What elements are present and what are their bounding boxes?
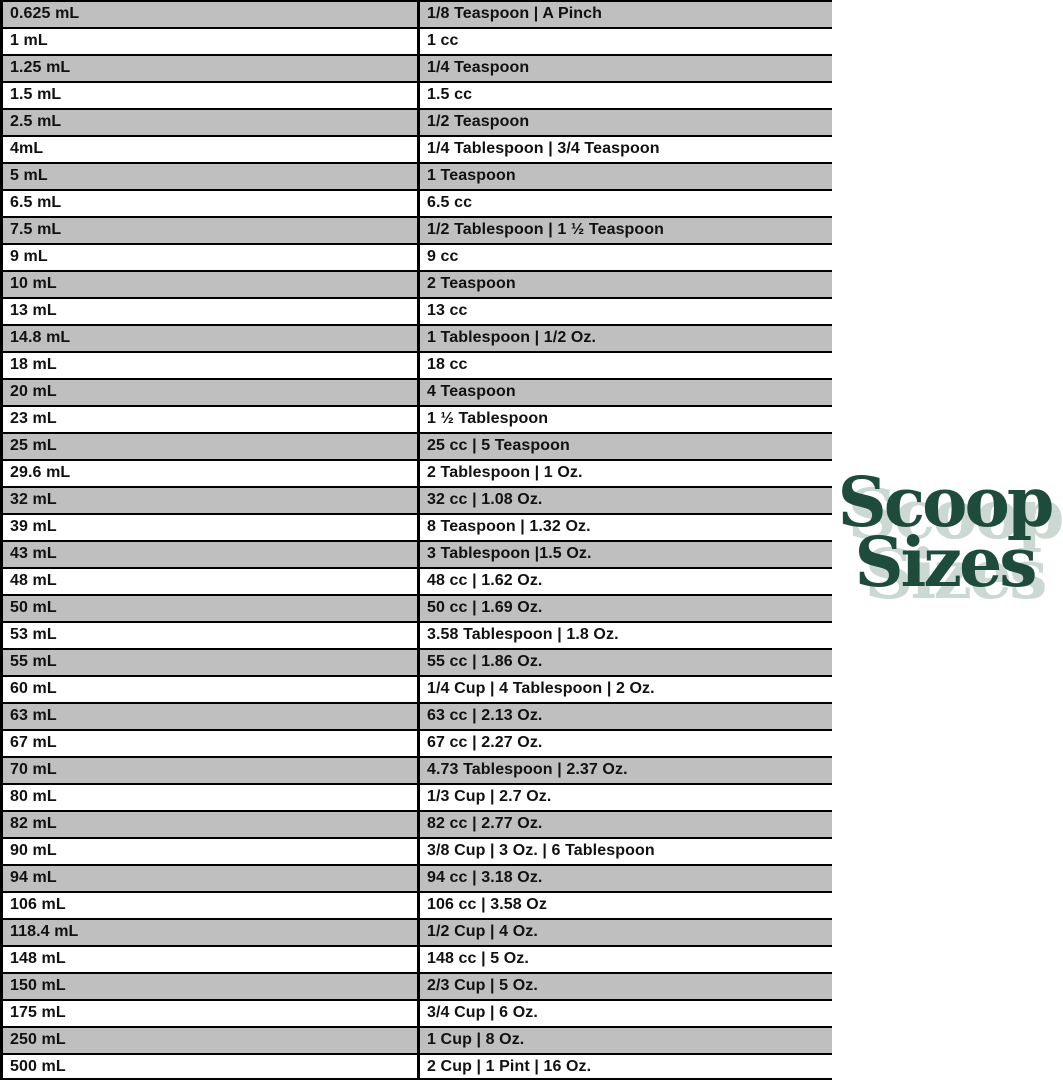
milliliter-cell: 60 mL	[3, 677, 420, 702]
table-row	[3, 353, 832, 380]
table-row	[3, 515, 832, 542]
equivalent-cell: 3.58 Tablespoon | 1.8 Oz.	[427, 626, 619, 643]
milliliter-cell: 80 mL	[3, 785, 420, 810]
equivalent-cell: 9 cc	[427, 248, 459, 265]
equivalent-cell: 148 cc | 5 Oz.	[427, 950, 529, 967]
table-row	[3, 893, 832, 920]
equivalent-cell: 8 Teaspoon | 1.32 Oz.	[427, 518, 591, 535]
logo-word-scoop: Scoop	[837, 463, 1052, 543]
table-row	[3, 677, 832, 704]
equivalent-cell: 13 cc	[427, 302, 468, 319]
table-row	[3, 218, 832, 245]
equivalent-cell: 2/3 Cup | 5 Oz.	[427, 977, 538, 994]
milliliter-cell: 148 mL	[3, 947, 420, 972]
table-row	[3, 326, 832, 353]
equivalent-cell: 1/4 Tablespoon | 3/4 Teaspoon	[427, 140, 660, 157]
equivalent-cell: 18 cc	[427, 356, 468, 373]
equivalent-cell: 4.73 Tablespoon | 2.37 Oz.	[427, 761, 628, 778]
milliliter-cell: 43 mL	[3, 542, 420, 567]
milliliter-cell: 39 mL	[3, 515, 420, 540]
table-row	[3, 2, 832, 29]
milliliter-cell: 20 mL	[3, 380, 420, 405]
table-row	[3, 380, 832, 407]
table-row	[3, 299, 832, 326]
milliliter-cell: 14.8 mL	[3, 326, 420, 351]
milliliter-cell: 32 mL	[3, 488, 420, 513]
equivalent-cell: 1 cc	[427, 32, 459, 49]
milliliter-cell: 1.25 mL	[3, 56, 420, 81]
equivalent-cell: 2 Teaspoon	[427, 275, 516, 292]
milliliter-cell: 500 mL	[3, 1055, 420, 1078]
table-row	[3, 1055, 832, 1080]
milliliter-cell: 9 mL	[3, 245, 420, 270]
equivalent-cell: 6.5 cc	[427, 194, 473, 211]
table-row	[3, 191, 832, 218]
milliliter-cell: 82 mL	[3, 812, 420, 837]
equivalent-cell: 63 cc | 2.13 Oz.	[427, 707, 543, 724]
milliliter-cell: 63 mL	[3, 704, 420, 729]
milliliter-cell: 118.4 mL	[3, 920, 420, 945]
table-row	[3, 488, 832, 515]
milliliter-cell: 25 mL	[3, 434, 420, 459]
equivalent-cell: 1/3 Cup | 2.7 Oz.	[427, 788, 552, 805]
equivalent-cell: 94 cc | 3.18 Oz.	[427, 869, 543, 886]
equivalent-cell: 2 Cup | 1 Pint | 16 Oz.	[427, 1058, 592, 1075]
milliliter-cell: 1.5 mL	[3, 83, 420, 108]
table-row	[3, 785, 832, 812]
table-row	[3, 839, 832, 866]
equivalent-cell: 1/4 Teaspoon	[427, 59, 530, 76]
equivalent-cell: 1 Cup | 8 Oz.	[427, 1031, 525, 1048]
equivalent-cell: 82 cc | 2.77 Oz.	[427, 815, 543, 832]
table-row	[3, 1028, 832, 1055]
milliliter-cell: 90 mL	[3, 839, 420, 864]
equivalent-cell: 32 cc | 1.08 Oz.	[427, 491, 543, 508]
milliliter-cell: 67 mL	[3, 731, 420, 756]
table-row	[3, 758, 832, 785]
table-row	[3, 461, 832, 488]
table-row	[3, 1001, 832, 1028]
table-row	[3, 542, 832, 569]
equivalent-cell: 55 cc | 1.86 Oz.	[427, 653, 543, 670]
table-row	[3, 434, 832, 461]
milliliter-cell: 1 mL	[3, 29, 420, 54]
table-row	[3, 866, 832, 893]
table-row	[3, 623, 832, 650]
equivalent-cell: 1 Teaspoon	[427, 167, 516, 184]
milliliter-cell: 175 mL	[3, 1001, 420, 1026]
milliliter-cell: 50 mL	[3, 596, 420, 621]
table-row	[3, 731, 832, 758]
equivalent-cell: 1/2 Cup | 4 Oz.	[427, 923, 538, 940]
equivalent-cell: 1 Tablespoon | 1/2 Oz.	[427, 329, 597, 346]
table-row	[3, 272, 832, 299]
equivalent-cell: 25 cc | 5 Teaspoon	[427, 437, 570, 454]
equivalent-cell: 67 cc | 2.27 Oz.	[427, 734, 543, 751]
table-row	[3, 650, 832, 677]
equivalent-cell: 3/8 Cup | 3 Oz. | 6 Tablespoon	[427, 842, 655, 859]
milliliter-cell: 55 mL	[3, 650, 420, 675]
table-row	[3, 596, 832, 623]
table-row	[3, 29, 832, 56]
table-row	[3, 110, 832, 137]
table-row	[3, 164, 832, 191]
milliliter-cell: 94 mL	[3, 866, 420, 891]
equivalent-cell: 1/2 Tablespoon | 1 ½ Teaspoon	[427, 221, 665, 238]
milliliter-cell: 5 mL	[3, 164, 420, 189]
milliliter-cell: 2.5 mL	[3, 110, 420, 135]
table-row	[3, 83, 832, 110]
equivalent-cell: 1/8 Teaspoon | A Pinch	[427, 5, 603, 22]
equivalent-cell: 50 cc | 1.69 Oz.	[427, 599, 543, 616]
milliliter-cell: 0.625 mL	[3, 2, 420, 27]
milliliter-cell: 18 mL	[3, 353, 420, 378]
table-row	[3, 974, 832, 1001]
milliliter-cell: 7.5 mL	[3, 218, 420, 243]
milliliter-cell: 53 mL	[3, 623, 420, 648]
equivalent-cell: 3/4 Cup | 6 Oz.	[427, 1004, 538, 1021]
table-row	[3, 56, 832, 83]
milliliter-cell: 29.6 mL	[3, 461, 420, 486]
table-row	[3, 245, 832, 272]
milliliter-cell: 106 mL	[3, 893, 420, 918]
equivalent-cell: 4 Teaspoon	[427, 383, 516, 400]
milliliter-cell: 48 mL	[3, 569, 420, 594]
equivalent-cell: 106 cc | 3.58 Oz	[427, 896, 547, 913]
table-row	[3, 812, 832, 839]
equivalent-cell: 1/2 Teaspoon	[427, 113, 530, 130]
milliliter-cell: 10 mL	[3, 272, 420, 297]
equivalent-cell: 2 Tablespoon | 1 Oz.	[427, 464, 583, 481]
table-row	[3, 704, 832, 731]
equivalent-cell: 3 Tablespoon |1.5 Oz.	[427, 545, 592, 562]
milliliter-cell: 6.5 mL	[3, 191, 420, 216]
milliliter-cell: 4mL	[3, 137, 420, 162]
table-row	[3, 947, 832, 974]
logo-word-sizes: Sizes	[854, 523, 1035, 603]
table-row	[3, 569, 832, 596]
equivalent-cell: 1/4 Cup | 4 Tablespoon | 2 Oz.	[427, 680, 655, 697]
equivalent-cell: 48 cc | 1.62 Oz.	[427, 572, 543, 589]
milliliter-cell: 150 mL	[3, 974, 420, 999]
milliliter-cell: 250 mL	[3, 1028, 420, 1053]
milliliter-cell: 70 mL	[3, 758, 420, 783]
table-row	[3, 137, 832, 164]
equivalent-cell: 1 ½ Tablespoon	[427, 410, 549, 427]
milliliter-cell: 13 mL	[3, 299, 420, 324]
table-row	[3, 920, 832, 947]
scoop-sizes-logo	[826, 463, 1063, 603]
table-row	[3, 407, 832, 434]
equivalent-cell: 1.5 cc	[427, 86, 473, 103]
milliliter-cell: 23 mL	[3, 407, 420, 432]
